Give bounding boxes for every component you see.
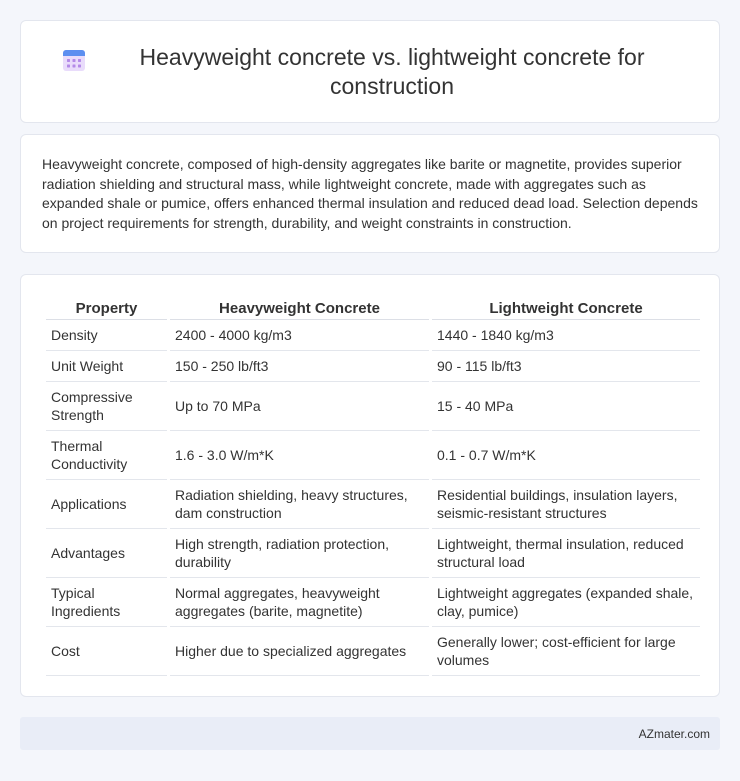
heavyweight-cell: 1.6 - 3.0 W/m*K <box>170 431 429 480</box>
lightweight-cell: 15 - 40 MPa <box>432 382 700 431</box>
property-cell: Thermal Conductivity <box>46 431 167 480</box>
lightweight-cell: Residential buildings, insulation layers, seismic-resistant structures <box>432 480 700 529</box>
property-cell: Advantages <box>46 529 167 578</box>
comparison-table-card <box>20 274 720 697</box>
lightweight-cell: Lightweight, thermal insulation, reduced structural load <box>432 529 700 578</box>
heavyweight-cell: High strength, radiation protection, durability <box>170 529 429 578</box>
table-row <box>46 320 700 351</box>
table-row <box>46 578 700 627</box>
table-row <box>46 627 700 676</box>
table-header-row <box>46 294 700 320</box>
heavyweight-cell: Radiation shielding, heavy structures, dam construction <box>170 480 429 529</box>
calendar-icon <box>61 47 87 73</box>
heavyweight-cell: Normal aggregates, heavyweight aggregates (barite, magnetite) <box>170 578 429 627</box>
lightweight-cell: 1440 - 1840 kg/m3 <box>432 320 700 351</box>
heavyweight-cell: 2400 - 4000 kg/m3 <box>170 320 429 351</box>
title-card <box>20 20 720 123</box>
intro-paragraph: Heavyweight concrete, composed of high-density aggregates like barite or magnetite, provides superior radiation shielding and structural mass, while lightweight concrete, made with aggregates such as expanded shale or pumice, offers enhanced thermal insulation and reduced dead load. Selection depends on project requirements for strength, durability, and weight constraints in construction. <box>42 156 698 231</box>
table-row <box>46 480 700 529</box>
heavyweight-cell: Higher due to specialized aggregates <box>170 627 429 676</box>
table-row <box>46 382 700 431</box>
comparison-table <box>43 294 703 676</box>
heavyweight-cell: 150 - 250 lb/ft3 <box>170 351 429 382</box>
heavyweight-cell: Up to 70 MPa <box>170 382 429 431</box>
lightweight-cell: 90 - 115 lb/ft3 <box>432 351 700 382</box>
footer-brand: AZmater.com <box>638 726 710 741</box>
header-lightweight: Lightweight Concrete <box>432 294 700 320</box>
lightweight-cell: Lightweight aggregates (expanded shale, clay, pumice) <box>432 578 700 627</box>
header-property: Property <box>46 294 167 320</box>
property-cell: Compressive Strength <box>46 382 167 431</box>
property-cell: Density <box>46 320 167 351</box>
lightweight-cell: Generally lower; cost-efficient for large volumes <box>432 627 700 676</box>
property-cell: Unit Weight <box>46 351 167 382</box>
table-row <box>46 529 700 578</box>
table-row <box>46 431 700 480</box>
property-cell: Typical Ingredients <box>46 578 167 627</box>
lightweight-cell: 0.1 - 0.7 W/m*K <box>432 431 700 480</box>
header-heavyweight: Heavyweight Concrete <box>170 294 429 320</box>
footer-bar <box>20 717 720 750</box>
table-row <box>46 351 700 382</box>
intro-card <box>20 134 720 253</box>
page-title: Heavyweight concrete vs. lightweight concrete for construction <box>139 43 645 99</box>
property-cell: Applications <box>46 480 167 529</box>
title-wrap <box>21 43 719 101</box>
property-cell: Cost <box>46 627 167 676</box>
